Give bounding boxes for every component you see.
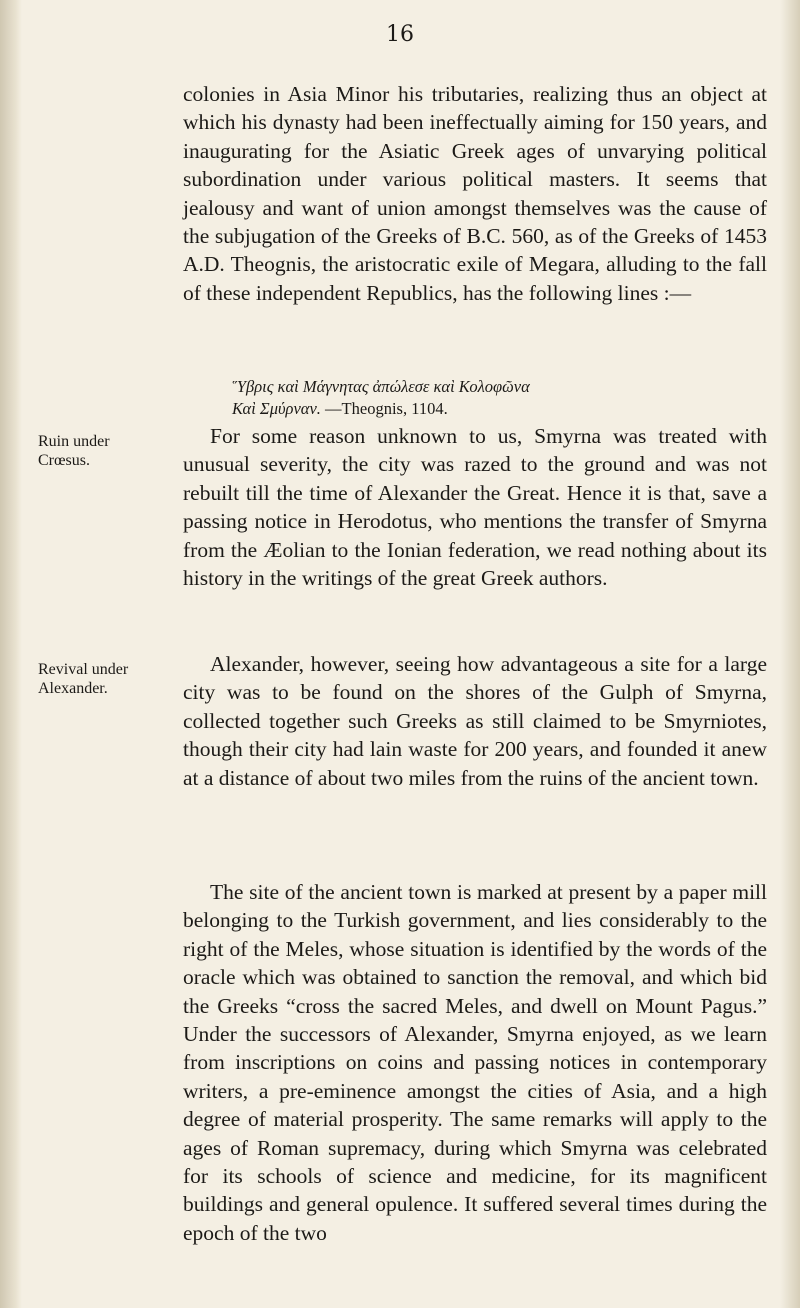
theognis-quote (232, 376, 752, 420)
paragraph-ruin-text: For some reason unknown to us, Smyrna was treated with unusual severity, the city was razed to the ground and was not rebuilt till the time of Alexander the Great. Hence it is that, save a passing notice in Herodotus, who mentions the transfer of Smyrna from the Æolian to the Ionian federation, we read nothing about its history in the writings of the great Greek authors. (183, 424, 767, 591)
sidenote-revival: Revival under Alexander. (38, 661, 129, 697)
quote-line-2-text: Καὶ Σμύρναν. (232, 399, 321, 418)
paragraph-revival-text: Alexander, however, seeing how advantageous a site for a large city was to be found on the shores of the Gulph of Smyrna, collected together such Greeks as still claimed to be Smyrniotes, though their city had lain waste for 200 years, and founded it anew at a distance of about two miles from the ruins of the ancient town. (183, 652, 767, 790)
paragraph-site (183, 878, 767, 1247)
page-binding-edge (0, 0, 22, 1308)
paragraph-site-text: The site of the ancient town is marked at present by a paper mill belonging to the Turkish government, and lies considerably to the right of the Meles, whose situation is identified by the words of the oracle which was obtained to sanction the removal, and which bid the Greeks “cross the sacred Meles, and dwell on Mount Pagus.” Under the successors of Alexander, Smyrna enjoyed, as we learn from inscriptions on coins and passing notices in contemporary writers, a pre-eminence amongst the cities of Asia, and a high degree of material prosperity. The same remarks will apply to the ages of Roman supremacy, during which Smyrna was celebrated for its schools of science and medicine, for its magnificent buildings and general opulence. It suffered several times during the epoch of the two (183, 880, 767, 1245)
quote-citation: —Theognis, 1104. (325, 399, 448, 418)
page-number: 16 (386, 22, 414, 47)
paragraph-ruin (183, 422, 767, 592)
quote-line-2 (232, 398, 752, 420)
page-right-edge (780, 0, 800, 1308)
sidenote-ruin: Ruin under Crœsus. (38, 433, 110, 469)
paragraph-intro-text: colonies in Asia Minor his tributaries, realizing thus an object at which his dynasty had been ineffectually aiming for 150 years, and inaugurating for the Asiatic Greek ages of unvarying political subordination under various political masters. It seems that jealousy and want of union amongst themselves was the cause of the subjugation of the Greeks of B.C. 560, as of the Greeks of 1453 A.D. Theognis, the aristocratic exile of Megara, alluding to the fall of these independent Republics, has the following lines :— (183, 82, 767, 305)
paragraph-revival (183, 650, 767, 792)
paragraph-intro (183, 80, 767, 307)
quote-line-1: Ὕβρις καὶ Μάγνητας ἀπώλεσε καὶ Κολοφῶνα (232, 377, 530, 396)
